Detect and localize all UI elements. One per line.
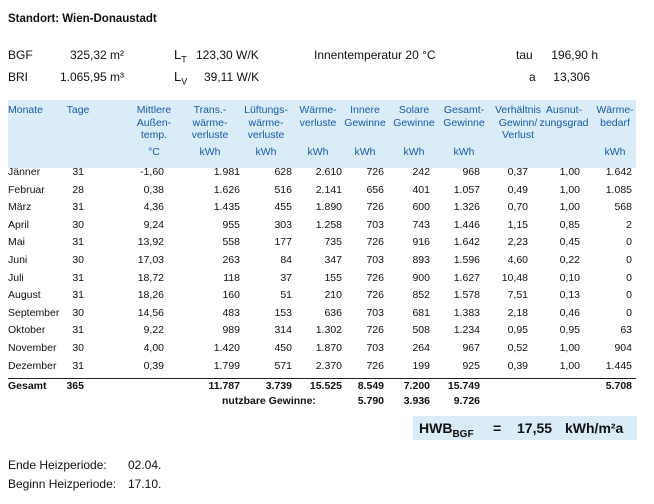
cell-lueft: 37: [280, 271, 292, 284]
cell-temp: -1,60: [140, 166, 164, 178]
cell-solare: 893: [412, 254, 430, 266]
cell-innere: 726: [366, 166, 384, 178]
cell-lueft: 516: [274, 183, 292, 196]
cell-trans: 263: [222, 254, 240, 266]
cell-lueft: 314: [274, 324, 292, 337]
cell-tage: 31: [72, 201, 84, 214]
cell-ausn: 0,10: [559, 271, 580, 284]
cell-verh: 1,15: [507, 218, 528, 231]
cell-temp: 0,38: [143, 183, 164, 196]
cell-gesamt: 1.578: [453, 289, 480, 302]
cell-ausn: 0,45: [559, 236, 580, 249]
cell-bedarf: 0: [626, 306, 632, 319]
cell-ausn: 0,46: [559, 306, 580, 319]
cell-bedarf: 1.085: [605, 183, 632, 196]
cell-verh: 2,18: [507, 306, 528, 319]
cell-lueft: 628: [274, 166, 292, 178]
cell-innere: 703: [366, 218, 384, 231]
unit-temp: °C: [148, 146, 160, 158]
cell-monat: April: [8, 218, 30, 231]
cell-trans: 558: [222, 236, 240, 249]
cell-temp: 4,00: [143, 342, 164, 354]
cell-gesamt: 1.234: [453, 324, 480, 337]
cell-gesamt: 1.326: [453, 201, 480, 214]
beginn-heizperiode-value: 17.10.: [128, 477, 162, 491]
cell-monat: August: [8, 289, 41, 302]
cell-ausn: 1,00: [559, 342, 580, 354]
total-label: Gesamt: [8, 380, 47, 392]
cell-bedarf: 568: [614, 201, 632, 214]
cell-tage: 30: [72, 254, 84, 266]
cell-ausn: 0,13: [559, 289, 580, 302]
tau-label: tau: [516, 48, 533, 62]
unit-bedarf: kWh: [604, 146, 626, 158]
cell-verl: 2.370: [315, 359, 342, 372]
cell-lueft: 450: [274, 342, 292, 354]
hwb-unit: kWh/m²a: [565, 420, 624, 436]
cell-verh: 0,70: [507, 201, 528, 214]
cell-tage: 31: [72, 236, 84, 249]
cell-solare: 600: [412, 201, 430, 214]
cell-temp: 17,03: [137, 254, 164, 266]
header-lueft: Lüftungs- wärme- verluste: [244, 104, 288, 142]
table-row: [0, 201, 654, 218]
cell-verl: 636: [324, 306, 342, 319]
total-lueft: 3.739: [265, 380, 292, 392]
total-trans: 11.787: [208, 380, 240, 392]
header-trans: Trans.- wärme- verluste: [191, 104, 229, 142]
cell-verl: 1.890: [315, 201, 342, 214]
cell-bedarf: 0: [626, 236, 632, 249]
cell-gesamt: 1.642: [453, 236, 480, 249]
cell-temp: 18,72: [137, 271, 164, 284]
total-verl: 15.525: [309, 380, 342, 392]
cell-monat: Oktober: [8, 324, 46, 337]
cell-bedarf: 1.642: [605, 166, 632, 178]
cell-trans: 118: [223, 271, 240, 284]
cell-solare: 900: [412, 271, 430, 284]
cell-ausn: 0,22: [559, 254, 580, 266]
cell-innere: 726: [366, 359, 384, 372]
cell-trans: 989: [222, 324, 240, 337]
cell-lueft: 84: [280, 254, 292, 266]
cell-monat: Dezember: [8, 359, 57, 372]
cell-innere: 703: [366, 306, 384, 319]
cell-solare: 852: [412, 289, 430, 302]
cell-verh: 0,52: [507, 342, 528, 354]
lv-value: 39,11 W/K: [204, 70, 260, 84]
lt-value: 123,30 W/K: [196, 48, 259, 62]
lt-symbol: $L_T$: [174, 47, 187, 65]
cell-verl: 347: [324, 254, 342, 266]
cell-trans: 1.420: [213, 342, 240, 354]
cell-tage: 31: [72, 289, 84, 302]
cell-trans: 1.981: [213, 166, 240, 178]
cell-ausn: 0,85: [559, 218, 580, 231]
lv-symbol: $L_V$: [174, 69, 188, 87]
total-bedarf: 5.708: [605, 380, 632, 392]
table-row: [0, 219, 654, 236]
cell-lueft: 153: [274, 306, 292, 319]
cell-lueft: 303: [274, 218, 292, 231]
cell-gesamt: 1.446: [453, 218, 480, 231]
header-innere: Innere Gewinne: [344, 104, 386, 129]
cell-verh: 4,60: [507, 254, 528, 266]
cell-verh: 7,51: [507, 289, 528, 302]
cell-tage: 31: [72, 359, 84, 372]
nutzbar-solare: 3.936: [403, 395, 430, 407]
cell-monat: November: [8, 342, 57, 354]
cell-verl: 735: [324, 236, 342, 249]
cell-bedarf: 0: [626, 289, 632, 302]
cell-innere: 726: [366, 201, 384, 214]
location-title: Standort: Wien-Donaustadt: [8, 13, 157, 25]
cell-bedarf: 0: [626, 254, 632, 266]
unit-innere: kWh: [354, 146, 376, 158]
cell-trans: 160: [222, 289, 240, 302]
cell-ausn: 1,00: [559, 166, 580, 178]
unit-verl: kWh: [307, 146, 329, 158]
cell-lueft: 177: [274, 236, 292, 249]
cell-bedarf: 63: [620, 324, 632, 337]
table-row: [0, 236, 654, 253]
cell-temp: 14,56: [137, 306, 164, 319]
cell-tage: 31: [72, 166, 84, 178]
cell-verl: 2.141: [315, 183, 342, 196]
cell-monat: Mai: [8, 236, 25, 249]
cell-trans: 1.435: [213, 201, 240, 214]
cell-innere: 703: [366, 254, 384, 266]
nutzbar-gesamt: 9.726: [453, 395, 480, 407]
a-value: 13,306: [553, 70, 590, 84]
cell-tage: 30: [72, 218, 84, 231]
cell-temp: 9,22: [143, 324, 164, 337]
cell-solare: 681: [412, 306, 430, 319]
cell-verl: 1.258: [315, 218, 342, 231]
cell-temp: 9,24: [143, 218, 164, 231]
table-row: [0, 307, 654, 324]
cell-bedarf: 1.445: [605, 359, 632, 372]
cell-gesamt: 1.057: [453, 183, 480, 196]
cell-monat: September: [8, 306, 60, 319]
cell-solare: 916: [412, 236, 430, 249]
total-gesamt: 15.749: [447, 380, 480, 392]
bri-label: BRI: [8, 70, 29, 84]
unit-trans: kWh: [199, 146, 221, 158]
table-row: [0, 254, 654, 271]
unit-lueft: kWh: [255, 146, 277, 158]
header-gesamt: Gesamt- Gewinne: [443, 104, 485, 129]
table-row: [0, 289, 654, 306]
table-row: [0, 272, 654, 289]
table-row: [0, 166, 654, 183]
cell-tage: 31: [72, 324, 84, 337]
cell-verl: 155: [324, 271, 342, 284]
cell-solare: 264: [412, 342, 430, 354]
cell-tage: 30: [72, 342, 84, 354]
cell-gesamt: 968: [462, 166, 480, 178]
total-tage: 365: [66, 380, 84, 392]
cell-temp: 0,39: [143, 359, 164, 372]
unit-gesamt: kWh: [453, 146, 475, 158]
cell-gesamt: 1.627: [453, 271, 480, 284]
cell-gesamt: 1.596: [453, 254, 480, 266]
ende-heizperiode-value: 02.04.: [128, 458, 162, 472]
bgf-label: BGF: [8, 48, 33, 62]
table-row: [0, 324, 654, 341]
cell-gesamt: 925: [462, 359, 480, 372]
cell-verh: 2,23: [507, 236, 528, 249]
cell-gesamt: 1.383: [453, 306, 480, 319]
cell-trans: 1.799: [213, 359, 240, 372]
cell-tage: 28: [72, 183, 84, 196]
cell-bedarf: 0: [626, 271, 632, 284]
cell-solare: 242: [412, 166, 430, 178]
table-row: [0, 360, 654, 377]
cell-temp: 4,36: [143, 201, 164, 214]
cell-ausn: 0,95: [559, 324, 580, 337]
tau-value: 196,90 h: [551, 48, 598, 62]
cell-verh: 10,48: [501, 271, 528, 284]
cell-innere: 726: [366, 324, 384, 337]
header-ausn: Ausnut- zungsgrad: [539, 104, 589, 129]
total-separator: [8, 378, 636, 379]
cell-lueft: 455: [274, 201, 292, 214]
hwb-result-box: [413, 416, 637, 440]
table-row: [0, 184, 654, 201]
cell-innere: 726: [366, 271, 384, 284]
table-row: [0, 342, 654, 359]
cell-verl: 210: [324, 289, 342, 302]
cell-innere: 703: [366, 342, 384, 354]
cell-monat: März: [8, 201, 32, 214]
cell-tage: 31: [72, 271, 84, 284]
cell-trans: 955: [222, 218, 240, 231]
cell-solare: 199: [412, 359, 430, 372]
header-monat: Monate: [8, 104, 44, 116]
cell-verl: 2.610: [315, 166, 342, 178]
unit-solare: kWh: [403, 146, 425, 158]
cell-verh: 0,49: [507, 183, 528, 196]
header-solare: Solare Gewinne: [393, 104, 435, 129]
innentemperatur: Innentemperatur 20 °C: [314, 48, 436, 62]
header-verh: Verhältnis Gewinn/ Verlust: [494, 104, 542, 142]
cell-lueft: 571: [274, 359, 292, 372]
cell-ausn: 1,00: [559, 359, 580, 372]
cell-bedarf: 904: [614, 342, 632, 354]
cell-verl: 1.302: [315, 324, 342, 337]
cell-temp: 13,92: [137, 236, 164, 249]
total-innere: 8.549: [357, 380, 384, 392]
nutzbar-innere: 5.790: [357, 395, 384, 407]
hwb-value: 17,55: [517, 420, 553, 436]
bgf-value: 325,32 m²: [69, 48, 124, 62]
header-verl: Wärme- verluste: [299, 104, 337, 129]
cell-gesamt: 967: [462, 342, 480, 354]
header-tage: Tage: [66, 104, 90, 116]
cell-verl: 1.870: [315, 342, 342, 354]
nutzbar-label: nutzbare Gewinne:: [222, 395, 316, 407]
beginn-heizperiode-label: Beginn Heizperiode:: [8, 477, 117, 491]
cell-solare: 508: [412, 324, 430, 337]
cell-verh: 0,37: [507, 166, 528, 178]
nutzbar-row: [0, 395, 654, 412]
cell-solare: 401: [412, 183, 430, 196]
cell-innere: 656: [366, 183, 384, 196]
total-solare: 7.200: [403, 380, 430, 392]
cell-temp: 18,26: [137, 289, 164, 302]
bri-value: 1.065,95 m³: [59, 70, 124, 84]
cell-trans: 483: [222, 306, 240, 319]
cell-ausn: 1,00: [559, 183, 580, 196]
cell-monat: Februar: [8, 183, 45, 196]
cell-ausn: 1,00: [559, 201, 580, 214]
cell-monat: Jänner: [8, 166, 41, 178]
ende-heizperiode-label: Ende Heizperiode:: [8, 458, 107, 472]
cell-solare: 743: [412, 218, 430, 231]
cell-trans: 1.626: [213, 183, 240, 196]
cell-verh: 0,39: [507, 359, 528, 372]
hwb-equals: =: [493, 420, 502, 436]
cell-bedarf: 2: [626, 218, 632, 231]
header-temp: Mittlere Außen- temp.: [136, 104, 172, 142]
header-bedarf: Wärme- bedarf: [596, 104, 634, 129]
cell-innere: 726: [366, 236, 384, 249]
cell-lueft: 51: [280, 289, 292, 302]
hwb-label: $HWB_{BGF}$: [419, 420, 474, 440]
cell-verh: 0,95: [507, 324, 528, 337]
cell-tage: 30: [72, 306, 84, 319]
cell-innere: 726: [366, 289, 384, 302]
cell-monat: Juli: [8, 271, 24, 284]
a-label: a: [529, 70, 536, 84]
cell-monat: Juni: [8, 254, 28, 266]
